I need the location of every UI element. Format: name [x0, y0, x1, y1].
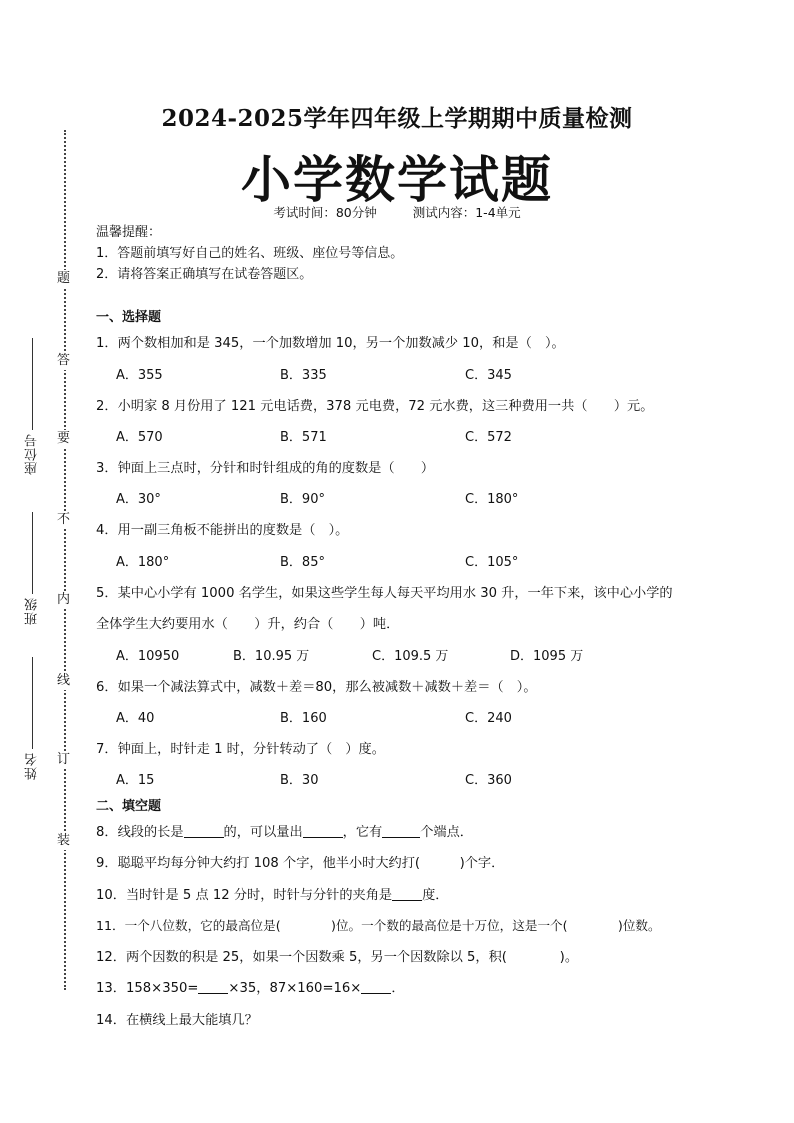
seat-number-field[interactable]	[22, 330, 42, 475]
exam-main-title: 小学数学试题	[241, 150, 553, 209]
binding-char: 装	[57, 833, 71, 848]
question-text: 度．	[422, 888, 449, 903]
question-text: 8．线段的长是	[96, 825, 184, 840]
notice-item: 2．请将答案正确填写在试卷答题区。	[96, 267, 313, 282]
question-2: 2．小明家 8 月份用了 121 元电话费，378 元电费，72 元水费，这三种费用一共（ ）元。	[96, 399, 654, 414]
binding-dotted-line	[64, 130, 66, 990]
question-text: ，它有	[342, 825, 383, 840]
binding-char: 答	[57, 353, 71, 368]
question-11: 11．一个八位数，它的最高位是( )位。一个数的最高位是十万位，这是一个( )位数。	[96, 918, 661, 933]
binding-char: 题	[57, 271, 71, 286]
binding-char: 不	[57, 512, 71, 527]
binding-char: 线	[57, 673, 71, 688]
notice-heading: 温馨提醒：	[96, 225, 162, 240]
question-5-line-2: 全体学生大约要用水（ ）升，约合（ ）吨．	[96, 617, 400, 632]
question-12: 12．两个因数的积是 25，如果一个因数乘 5，另一个因数除以 5，积( )。	[96, 950, 579, 965]
answer-blank[interactable]	[361, 981, 391, 994]
notice-block	[96, 222, 403, 285]
exam-meta	[0, 203, 794, 221]
question-10	[96, 884, 448, 903]
option[interactable]: C．105°	[465, 555, 519, 570]
name-label: 姓名	[24, 752, 40, 780]
question-5: 5．某中心小学有 1000 名学生，如果这些学生每人每天平均用水 30 升，一年下来，该中心小学的	[96, 586, 673, 601]
binding-char: 要	[57, 431, 71, 446]
option[interactable]: B．85°	[280, 555, 325, 570]
option[interactable]: B．30	[280, 773, 319, 788]
option[interactable]: B．571	[280, 430, 327, 445]
section-title: 一、选择题	[96, 310, 162, 325]
exam-time: 考试时间：80分钟	[273, 205, 377, 220]
exam-year-title: 2024-2025学年四年级上学期期中质量检测	[161, 105, 633, 132]
option[interactable]: A．30°	[116, 492, 161, 507]
option[interactable]: A．180°	[116, 555, 170, 570]
question-4: 4．用一副三角板不能拼出的度数是（ ）。	[96, 523, 349, 538]
question-text: ×35，87×160=16×	[228, 981, 362, 996]
question-7: 7．钟面上，时针走 1 时，分针转动了（ ）度。	[96, 742, 385, 757]
question-6: 6．如果一个减法算式中，减数＋差＝80，那么被减数＋减数＋差＝（ ）。	[96, 680, 537, 695]
question-text: ．	[391, 981, 405, 996]
class-field[interactable]	[22, 505, 42, 625]
question-text: 个端点．	[420, 825, 473, 840]
option[interactable]: B．160	[280, 711, 327, 726]
option[interactable]: A．15	[116, 773, 155, 788]
question-text: 的，可以量出	[223, 825, 303, 840]
option[interactable]: A．355	[116, 368, 163, 383]
class-blank[interactable]	[32, 512, 33, 594]
option[interactable]: C．180°	[465, 492, 519, 507]
option[interactable]: D．1095 万	[510, 649, 584, 664]
option[interactable]: C．109.5 万	[372, 649, 449, 664]
option[interactable]: C．572	[465, 430, 512, 445]
class-label: 班级	[24, 597, 40, 625]
option[interactable]: C．240	[465, 711, 512, 726]
exam-scope: 测试内容：1-4单元	[412, 205, 521, 220]
question-1: 1．两个数相加和是 345，一个加数增加 10，另一个加数减少 10，和是（ ）。	[96, 336, 565, 351]
option[interactable]: B．10.95 万	[233, 649, 310, 664]
option[interactable]: B．90°	[280, 492, 325, 507]
answer-blank[interactable]	[303, 825, 343, 838]
seat-number-blank[interactable]	[32, 338, 33, 430]
answer-blank[interactable]	[392, 888, 422, 901]
option[interactable]: A．10950	[116, 649, 180, 664]
option[interactable]: C．345	[465, 368, 512, 383]
question-13	[96, 977, 405, 996]
option[interactable]: B．335	[280, 368, 327, 383]
name-blank[interactable]	[32, 657, 33, 749]
answer-blank[interactable]	[382, 825, 420, 838]
question-14: 14．在横线上最大能填几？	[96, 1013, 258, 1028]
binding-char: 内	[57, 592, 71, 607]
answer-blank[interactable]	[198, 981, 228, 994]
section-title: 二、填空题	[96, 799, 162, 814]
question-text: 10．当时针是 5 点 12 分时，时针与分针的夹角是	[96, 888, 393, 903]
name-field[interactable]	[22, 655, 42, 780]
option[interactable]: A．570	[116, 430, 163, 445]
option[interactable]: C．360	[465, 773, 512, 788]
answer-blank[interactable]	[184, 825, 224, 838]
binding-char: 订	[57, 752, 71, 767]
seat-number-label: 座位号	[24, 433, 40, 475]
option[interactable]: A．40	[116, 711, 155, 726]
question-text: 13．158×350=	[96, 981, 199, 996]
question-9: 9．聪聪平均每分钟大约打 108 个字，他半小时大约打( )个字．	[96, 856, 505, 871]
question-8	[96, 821, 473, 840]
question-3: 3．钟面上三点时，分针和时针组成的角的度数是（ ）	[96, 461, 435, 476]
notice-item: 1．答题前填写好自己的姓名、班级、座位号等信息。	[96, 246, 404, 261]
